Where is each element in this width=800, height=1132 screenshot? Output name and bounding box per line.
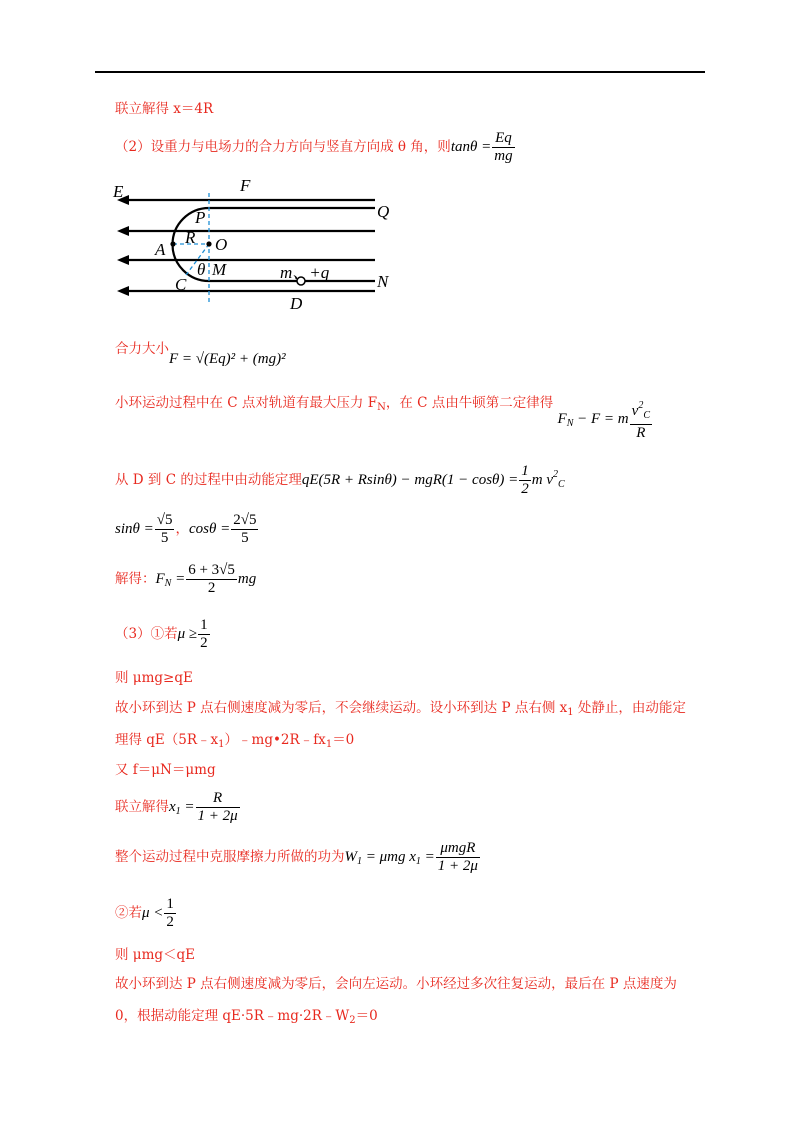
fn-result-formula: $F_N$ = $\frac{6 + 3√5}{2}$ mg — [155, 562, 257, 596]
text-line-5: 从 D 到 C 的过程中由动能定理qE(5R + Rsinθ) − mgR(1 − cosθ) = $\frac{1}{2}$ m $v^2_C$ — [115, 463, 565, 497]
point-o — [206, 241, 211, 246]
label-p: P — [195, 208, 206, 227]
label-d: D — [290, 294, 303, 313]
label-n: N — [377, 272, 389, 291]
text-line-17: 故小环到达 P 点右侧速度减为零后，会向左运动。小环经过多次往复运动，最后在 P 点速度为 — [115, 976, 677, 992]
label-a: A — [155, 240, 166, 259]
text-line-3: 合力大小F = √(Eq)² + (mg)² — [115, 341, 286, 367]
text-line-2-label: （2）设重力与电场力的合力方向与竖直方向成 θ 角，则 — [115, 138, 451, 155]
sin-formula: sinθ = $\frac{√5}{5}$ — [115, 512, 173, 546]
energy-formula: qE(5R + Rsinθ) − mgR(1 − cosθ) = $\frac{1}{2}$ m $v^2_C$ — [301, 463, 565, 497]
text-line-1: 联立解得 x＝4R — [115, 101, 214, 117]
label-f: F — [240, 176, 251, 195]
text-line-6: sinθ = $\frac{√5}{5}$ ，cosθ = $\frac{2√5}{5}$ — [115, 512, 259, 547]
cos-formula: cosθ = $\frac{2√5}{5}$ — [188, 512, 257, 546]
text-line-10: 故小环到达 P 点右侧速度减为零后，不会继续运动。设小环到达 P 点右侧 $x_1$ 处静止，由动能定 — [115, 700, 686, 718]
mu-lt-formula: μ < $\frac{1}{2}$ — [142, 896, 174, 930]
mu-ge-formula: μ ≥ $\frac{1}{2}$ — [177, 617, 208, 651]
text-line-4: 小环运动过程中在 C 点对轨道有最大压力 $F_N$，在 C 点由牛顿第二定律得 $F_N - F = m$ $\frac{v^2_C}{R}$ — [115, 391, 653, 442]
label-r: R — [185, 228, 196, 247]
text-line-13: 联立解得$x_1$ = $\frac{R}{1 + 2\mu}$ — [115, 790, 241, 825]
tan-theta-formula: tanθ = $\frac{Eq}{mg}$ — [450, 130, 513, 164]
label-m: M — [212, 260, 227, 279]
arrowheads — [117, 195, 129, 296]
text-line-16: 则 μmg＜qE — [115, 947, 196, 963]
point-a — [170, 241, 175, 246]
header-rule — [95, 71, 705, 73]
work-formula: $W_1 = \mu mg$ $x_1$ = $\frac{\text{μmgR}}{1 + 2\mu}$ — [344, 840, 478, 874]
x1-formula: $x_1$ = $\frac{R}{1 + 2\mu}$ — [169, 790, 238, 824]
text-line-15: ②若μ < $\frac{1}{2}$ — [115, 896, 177, 931]
label-o: O — [215, 235, 228, 254]
text-line-14: 整个运动过程中克服摩擦力所做的功为$W_1 = \mu mg$ $x_1$ = $\frac{\text{μmgR}}{1 + 2\mu}$ — [115, 840, 481, 875]
physics-figure — [105, 175, 405, 315]
text-line-18: 0，根据动能定理 $qE\cdot 5R﹣mg\cdot 2R﹣W_2=0$ — [115, 1008, 378, 1026]
text-line-9: 则 μmg≥qE — [115, 670, 193, 686]
label-theta: θ — [197, 260, 206, 279]
text-line-8: （3）①若μ ≥ $\frac{1}{2}$ — [115, 617, 211, 652]
text-line-11: 理得 $qE(5R﹣x_1)﹣mg•2R﹣fx_1=0$ — [115, 732, 355, 750]
text-line-7: 解得：$F_N$ = $\frac{6 + 3√5}{2}$ mg — [115, 562, 257, 596]
label-q: Q — [377, 202, 390, 221]
newton-formula: $F_N - F = m$ $\frac{v^2_C}{R}$ — [558, 411, 653, 427]
label-charge: m、+q — [280, 263, 330, 282]
text-line-12: 又 f＝μN＝μmg — [115, 762, 216, 778]
text-line-2 — [115, 130, 516, 165]
force-formula: F = √(Eq)² + (mg)² — [169, 351, 286, 367]
label-e: E — [113, 182, 124, 201]
label-c: C — [175, 275, 187, 294]
